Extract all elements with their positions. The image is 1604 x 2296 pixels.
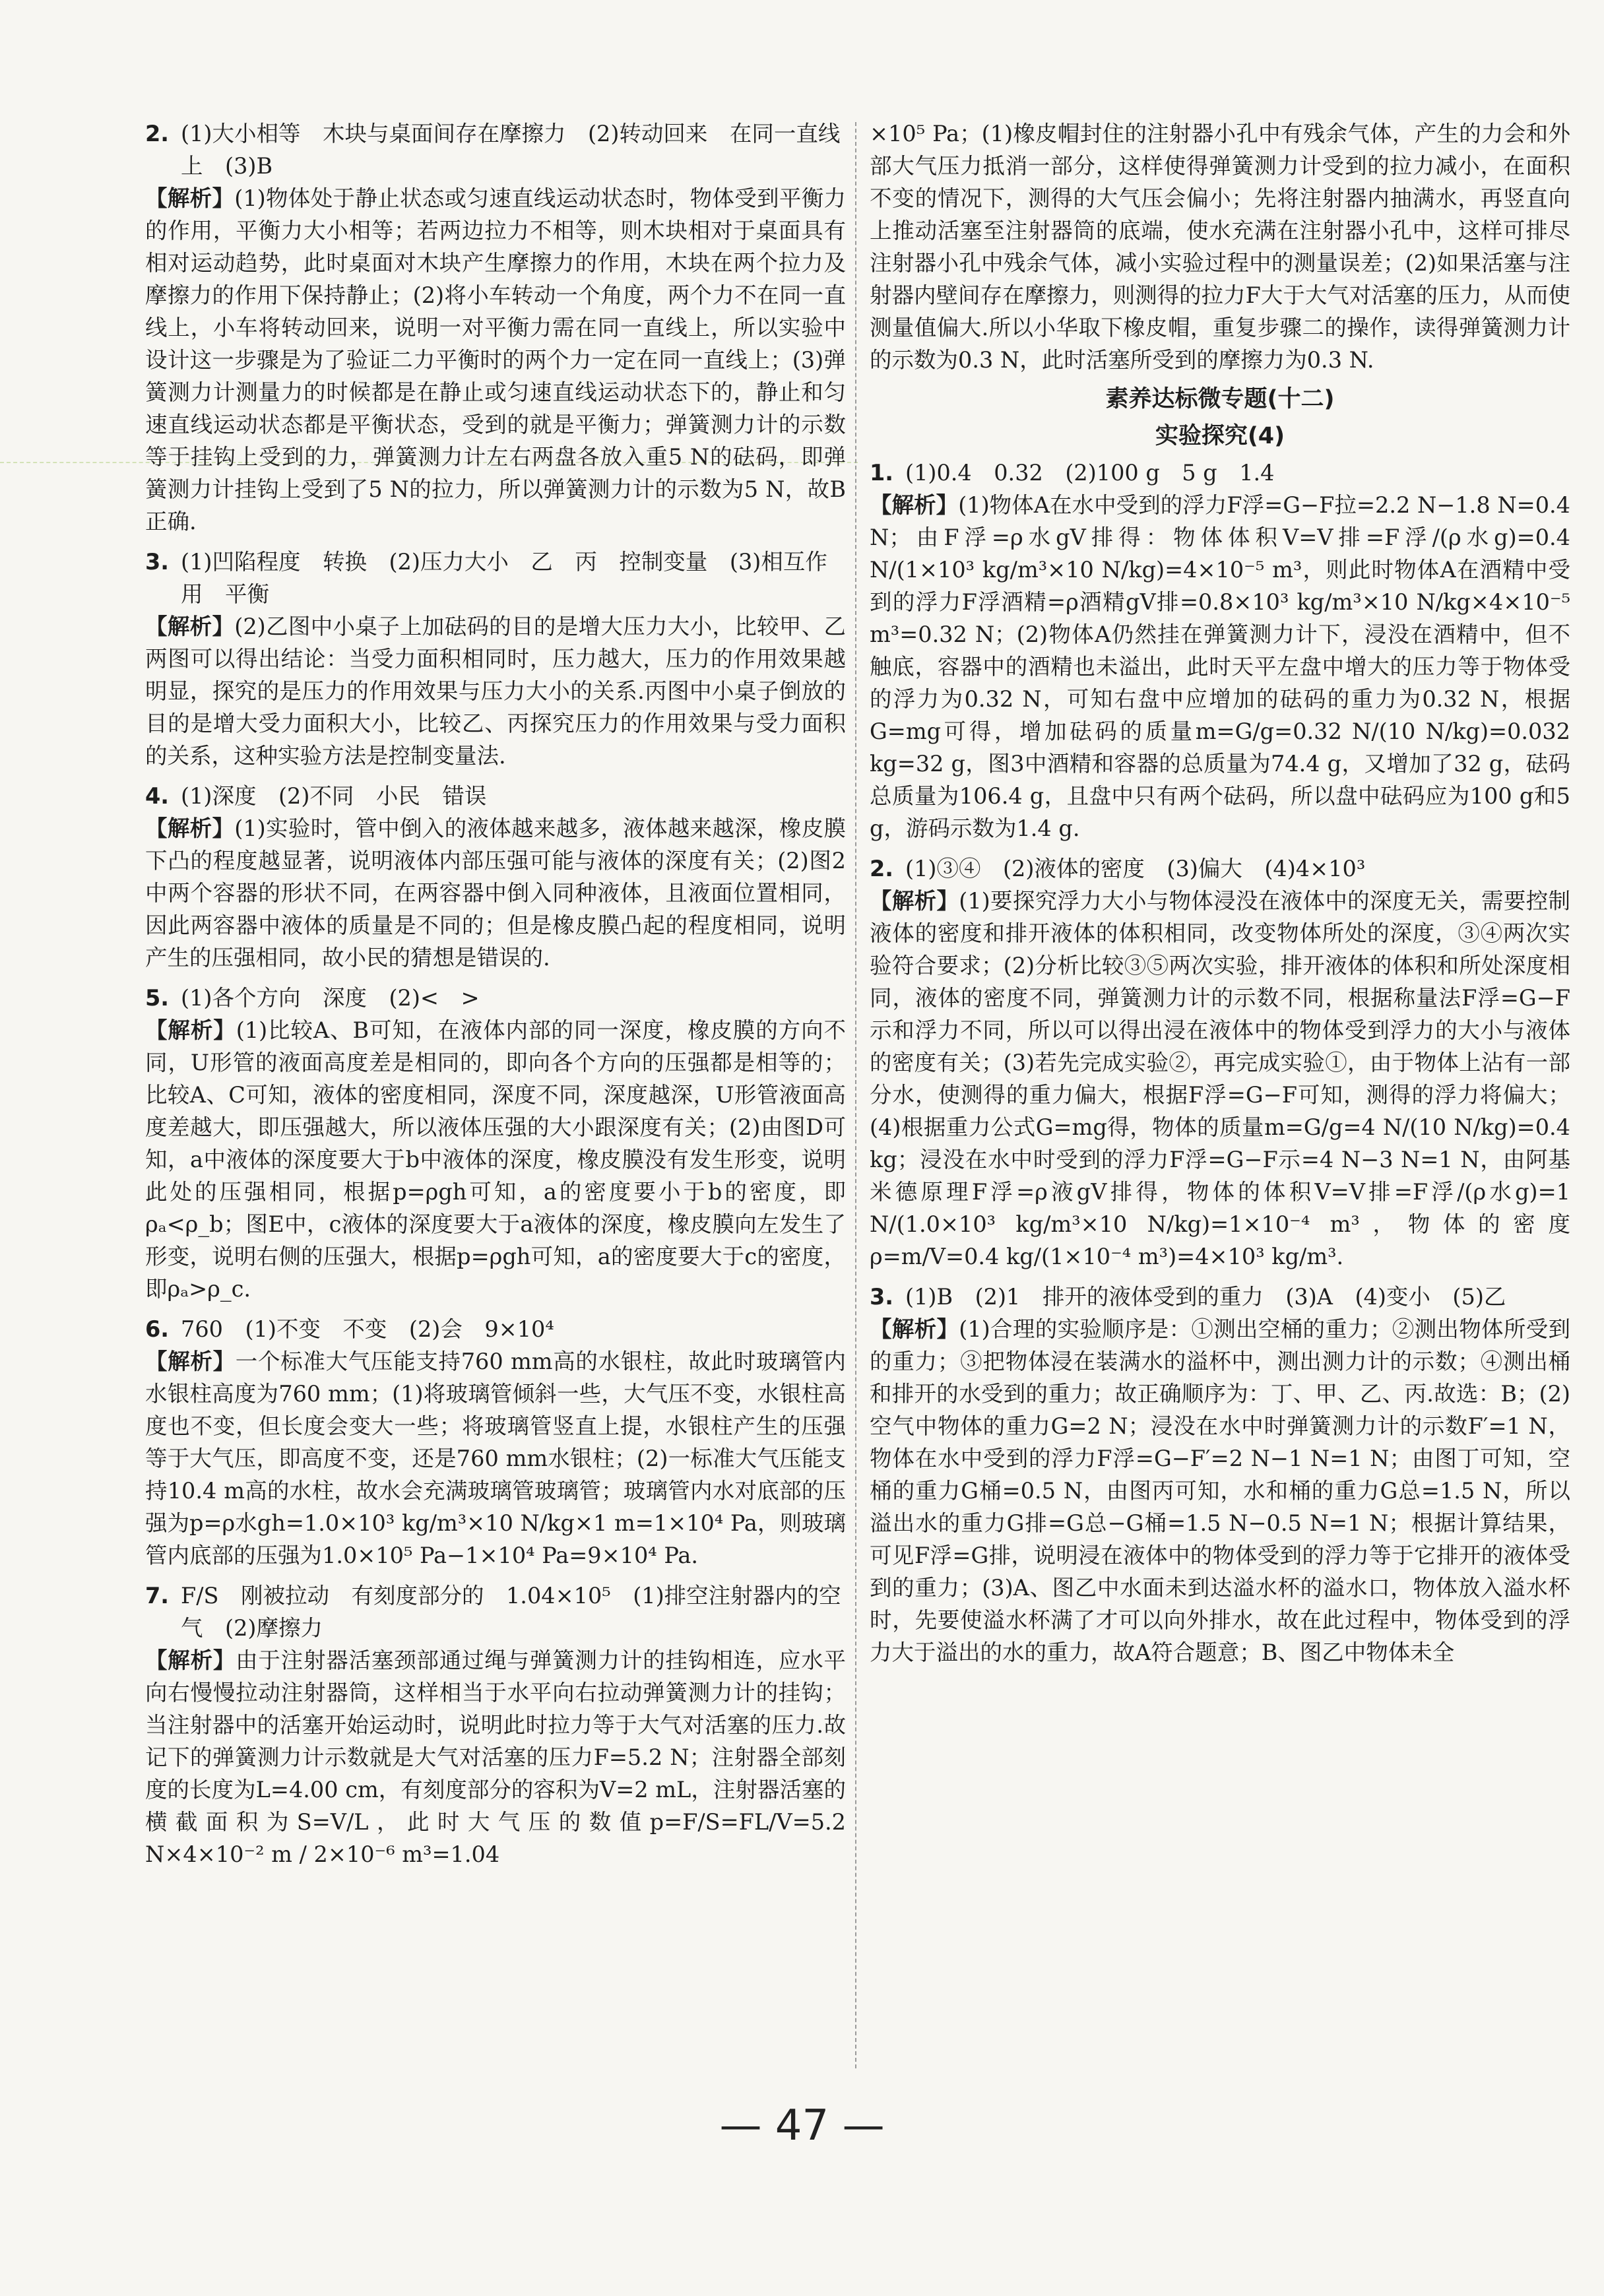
question-number: 6.: [145, 1316, 170, 1342]
explanation-block: [145, 1345, 846, 1572]
question-answer-line: [145, 117, 846, 182]
analysis-tag: 【解析】: [870, 492, 959, 518]
section-title: 素养达标微专题(十二): [1105, 386, 1335, 412]
question-number: 1.: [870, 460, 894, 486]
right-column: [870, 117, 1570, 1676]
answer-text: (1)深度 (2)不同 小民 错误: [181, 783, 487, 809]
question-answer-line: [145, 1579, 846, 1644]
explanation-block: [145, 182, 846, 538]
analysis-tag: 【解析】: [145, 815, 235, 841]
right-items: [870, 457, 1570, 1669]
question-number: 2.: [145, 121, 170, 146]
question-answer-line: [870, 1281, 1570, 1313]
answer-text: (1)0.4 0.32 (2)100 g 5 g 1.4: [905, 460, 1275, 486]
question-item: [870, 457, 1570, 845]
question-answer-line: [145, 780, 846, 812]
answer-text: (1)③④ (2)液体的密度 (3)偏大 (4)4×10³: [905, 856, 1366, 881]
explanation-block: [870, 1313, 1570, 1669]
continued-explanation: ×10⁵ Pa；(1)橡皮帽封住的注射器小孔中有残余气体，产生的力会和外部大气压力抵消一部分，这样使得弹簧测力计受到的拉力减小，在面积不变的情况下，测得的大气压会偏小；先将注射器内抽满水，再竖直向上推动活塞至注射器筒的底端，使水充满在注射器小孔中，这样可排尽注射器小孔中残余气体，减小实验过程中的测量误差；(2)如果活塞与注射器内壁间存在摩擦力，则测得的拉力F大于大气对活塞的压力，从而使测量值偏大.所以小华取下橡皮帽，重复步骤二的操作，读得弹簧测力计的示数为0.3 N，此时活塞所受到的摩擦力为0.3 N.: [870, 121, 1570, 373]
explanation-block: [870, 489, 1570, 845]
question-number: 7.: [145, 1583, 170, 1609]
question-item: [145, 1579, 846, 1870]
explanation-text: 一个标准大气压能支持760 mm高的水银柱，故此时玻璃管内水银柱高度为760 mm；(1)将玻璃管倾斜一些，大气压不变，水银柱高度也不变，但长度会变大一些；将玻璃管竖直上提，水银柱产生的压强等于大气压，即高度不变，还是760 mm水银柱；(2)一标准大气压能支持10.4 m高的水柱，故水会充满玻璃管玻璃管；玻璃管内水对底部的压强为p=ρ水gh=1.0×10³ kg/m³×10 N/kg×1 m=1×10⁴ Pa，则玻璃管内底部的压强为1.0×10⁵ Pa−1×10⁴ Pa=9×10⁴ Pa.: [145, 1349, 847, 1568]
question-item: [145, 1313, 846, 1572]
explanation-text: (1)合理的实验顺序是：①测出空桶的重力；②测出物体所受到的重力；③把物体浸在装满水的溢杯中，测出测力计的示数；④测出桶和排开的水受到的重力；故正确顺序为：丁、甲、乙、丙.故选：B；(2)空气中物体的重力G=2 N；浸没在水中时弹簧测力计的示数F′=1 N，物体在水中受到的浮力F浮=G−F′=2 N−1 N=1 N；由图丁可知，空桶的重力G桶=0.5 N，由图丙可知，水和桶的重力G总=1.5 N，所以溢出水的重力G排=G总−G桶=1.5 N−0.5 N=1 N；根据计算结果，可见F浮=G排，说明浸在液体中的物体受到的浮力等于它排开的液体受到的重力；(3)A、图乙中水面未到达溢水杯的溢水口，物体放入溢水杯时，先要使溢水杯满了才可以向外排水，故在此过程中，物体受到的浮力大于溢出的水的重力，故A符合题意；B、图乙中物体未全: [870, 1316, 1571, 1665]
question-item: [145, 546, 846, 772]
answer-text: (1)各个方向 深度 (2)< >: [181, 985, 480, 1011]
analysis-tag: 【解析】: [870, 888, 959, 914]
explanation-text: (1)物体A在水中受到的浮力F浮=G−F拉=2.2 N−1.8 N=0.4 N；由F浮=ρ水gV排得：物体体积V=V排=F浮/(ρ水g)=0.4 N/(1×10³ kg/m³×10 N/kg)=4×10⁻⁵ m³，则此时物体A在酒精中受到的浮力F浮酒精=ρ酒精gV排=0.8×10³ kg/m³×10 N/kg×4×10⁻⁵ m³=0.32 N；(2)物体A仍然挂在弹簧测力计下，浸没在酒精中，但不触底，容器中的酒精也未溢出，此时天平左盘中增大的压力等于物体受的浮力为0.32 N，可知右盘中应增加的砝码的重力为0.32 N，根据G=mg可得，增加砝码的质量m=G/g=0.32 N/(10 N/kg)=0.032 kg=32 g，图3中酒精和容器的总质量为74.4 g，又增加了32 g，砝码总质量为106.4 g，且盘中只有两个砝码，所以盘中砝码应为100 g和5 g，游码示数为1.4 g.: [870, 492, 1570, 841]
question-number: 4.: [145, 783, 170, 809]
question-answer-line: [870, 852, 1570, 885]
column-divider: [855, 122, 856, 2068]
explanation-text: (1)实验时，管中倒入的液体越来越多，液体越来越深，橡皮膜下凸的程度越显著，说明液体内部压强可能与液体的深度有关；(2)图2中两个容器的形状不同，在两容器中倒入同种液体，且液面位置相同，因此两容器中液体的质量是不同的；但是橡皮膜凸起的程度相同，说明产生的压强相同，故小民的猜想是错误的.: [145, 815, 847, 971]
page-number: — 47 —: [719, 2101, 885, 2150]
answer-text: 760 (1)不变 不变 (2)会 9×10⁴: [181, 1316, 554, 1342]
left-column: [145, 117, 846, 1878]
question-item: [145, 117, 846, 538]
analysis-tag: 【解析】: [145, 1647, 236, 1673]
explanation-block: [145, 1014, 846, 1305]
explanation-text: (1)要探究浮力大小与物体浸没在液体中的深度无关，需要控制液体的密度和排开液体的体积相同，改变物体所处的深度，③④两次实验符合要求；(2)分析比较③⑤两次实验，排开液体的体积和所处深度相同，液体的密度不同，弹簧测力计的示数不同，根据称量法F浮=G−F示和浮力不同，所以可以得出浸在液体中的物体受到浮力的大小与液体的密度有关；(3)若先完成实验②，再完成实验①，由于物体上沾有一部分水，使测得的重力偏大，根据F浮=G−F可知，测得的浮力将偏大；(4)根据重力公式G=mg得，物体的质量m=G/g=4 N/(10 N/kg)=0.4 kg；浸没在水中时受到的浮力F浮=G−F示=4 N−3 N=1 N，由阿基米德原理F浮=ρ液gV排得，物体的体积V=V排=F浮/(ρ水g)=1 N/(1.0×10³ kg/m³×10 N/kg)=1×10⁻⁴ m³，物体的密度ρ=m/V=0.4 kg/(1×10⁻⁴ m³)=4×10³ kg/m³.: [870, 888, 1571, 1269]
answer-text: (1)大小相等 木块与桌面间存在摩擦力 (2)转动回来 在同一直线上 (3)B: [181, 121, 841, 179]
explanation-text: (1)物体处于静止状态或匀速直线运动状态时，物体受到平衡力的作用，平衡力大小相等；若两边拉力不相等，则木块相对于桌面具有相对运动趋势，此时桌面对木块产生摩擦力的作用，木块在两个拉力及摩擦力的作用下保持静止；(2)将小车转动一个角度，两个力不在同一直线上，小车将转动回来，说明一对平衡力需在同一直线上，所以实验中设计这一步骤是为了验证二力平衡时的两个力一定在同一直线上；(3)弹簧测力计测量力的时候都是在静止或匀速直线运动状态下的，静止和匀速直线运动状态都是平衡状态，受到的就是平衡力；弹簧测力计的示数等于挂钩上受到的力，弹簧测力计左右两盘各放入重5 N的砝码，即弹簧测力计挂钩上受到了5 N的拉力，所以弹簧测力计的示数为5 N，故B正确.: [145, 185, 847, 534]
explanation-text: (2)乙图中小桌子上加砝码的目的是增大压力大小，比较甲、乙两图可以得出结论：当受力面积相同时，压力越大，压力的作用效果越明显，探究的是压力的作用效果与压力大小的关系.丙图中小桌子倒放的目的是增大受力面积大小，比较乙、丙探究压力的作用效果与受力面积的关系，这种实验方法是控制变量法.: [145, 614, 847, 769]
question-answer-line: [145, 982, 846, 1014]
section-subtitle: 实验探究(4): [1155, 423, 1285, 449]
explanation-block: [145, 1644, 846, 1870]
explanation-block: [870, 885, 1570, 1273]
analysis-tag: 【解析】: [145, 1017, 236, 1043]
analysis-tag: 【解析】: [870, 1316, 959, 1342]
analysis-tag: 【解析】: [145, 1349, 236, 1374]
explanation-block: [145, 610, 846, 772]
question-number: 2.: [870, 856, 894, 881]
analysis-tag: 【解析】: [145, 185, 235, 211]
question-answer-line: [145, 546, 846, 610]
question-number: 3.: [145, 549, 170, 575]
question-answer-line: [870, 457, 1570, 489]
answer-text: F/S 刚被拉动 有刻度部分的 1.04×10⁵ (1)排空注射器内的空气 (2)摩擦力: [181, 1583, 841, 1641]
question-item: [145, 982, 846, 1305]
explanation-text: (1)比较A、B可知，在液体内部的同一深度，橡皮膜的方向不同，U形管的液面高度差是相同的，即向各个方向的压强都是相等的；比较A、C可知，液体的密度相同，深度不同，深度越深，U形管液面高度差越大，即压强越大，所以液体压强的大小跟深度有关；(2)由图D可知，a中液体的深度要大于b中液体的深度，橡皮膜没有发生形变，说明此处的压强相同，根据p=ρgh可知，a的密度要小于b的密度，即ρₐ<ρ_b；图E中，c液体的深度要大于a液体的深度，橡皮膜向左发生了形变，说明右侧的压强大，根据p=ρgh可知，a的密度要大于c的密度，即ρₐ>ρ_c.: [145, 1017, 847, 1302]
analysis-tag: 【解析】: [145, 614, 235, 639]
explanation-block: [145, 812, 846, 974]
question-item: [145, 780, 846, 974]
question-answer-line: [145, 1313, 846, 1345]
explanation-text: 由于注射器活塞颈部通过绳与弹簧测力计的挂钩相连，应水平向右慢慢拉动注射器筒，这样相当于水平向右拉动弹簧测力计的挂钩；当注射器中的活塞开始运动时，说明此时拉力等于大气对活塞的压力.故记下的弹簧测力计示数就是大气对活塞的压力F=5.2 N；注射器全部刻度的长度为L=4.00 cm，有刻度部分的容积为V=2 mL，注射器活塞的横截面积为S=V/L，此时大气压的数值p=F/S=FL/V=5.2 N×4×10⁻² m / 2×10⁻⁶ m³=1.04: [145, 1647, 847, 1867]
question-item: [870, 1281, 1570, 1669]
question-item: [870, 852, 1570, 1273]
answer-text: (1)凹陷程度 转换 (2)压力大小 乙 丙 控制变量 (3)相互作用 平衡: [181, 549, 827, 607]
answer-text: (1)B (2)1 排开的液体受到的重力 (3)A (4)变小 (5)乙: [905, 1284, 1506, 1310]
question-number: 5.: [145, 985, 170, 1011]
question-number: 3.: [870, 1284, 894, 1310]
